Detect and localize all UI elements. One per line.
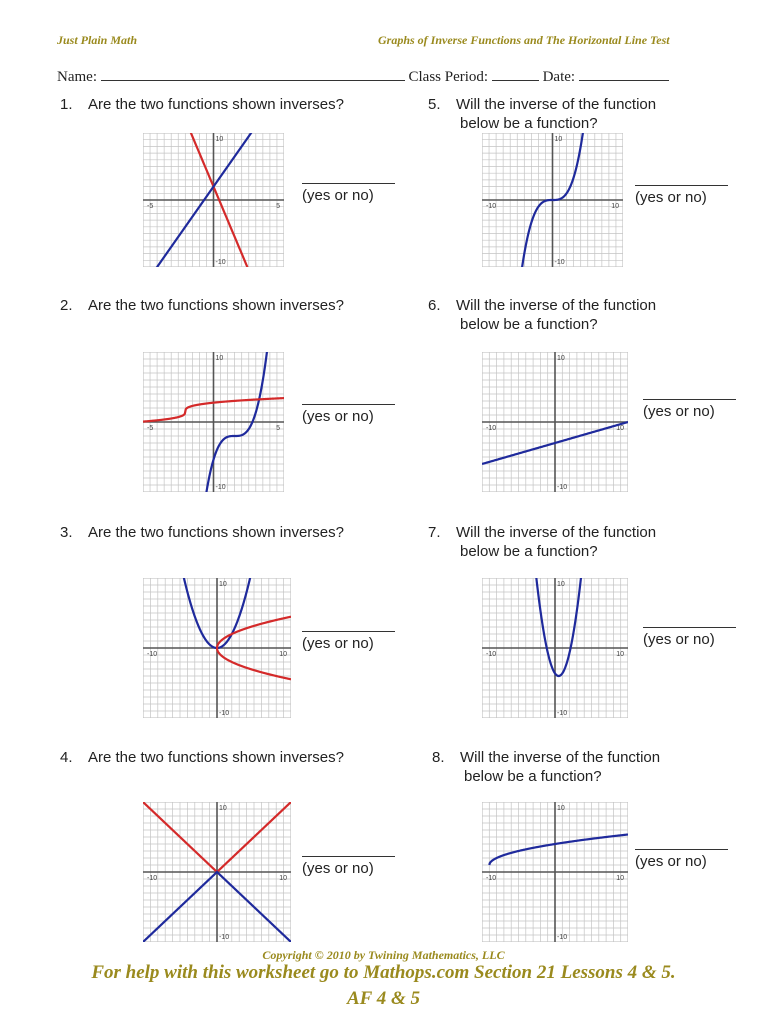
question-text: Will the inverse of the function — [460, 749, 661, 766]
y-axis-min-label: -10 — [219, 934, 230, 941]
question-text: Are the two functions shown inverses? — [88, 524, 344, 541]
graph-q7 — [482, 578, 628, 718]
y-axis-min-label: -10 — [215, 259, 226, 266]
x-axis-max-label: 10 — [611, 203, 619, 210]
y-axis-max-label: 10 — [219, 581, 227, 588]
question-text-cont: below be a function? — [460, 115, 598, 132]
graph-q8 — [482, 802, 628, 942]
class-period-field[interactable] — [492, 66, 539, 81]
graph-q4 — [143, 802, 291, 942]
y-axis-max-label: 10 — [557, 805, 565, 812]
x-axis-max-label: 10 — [279, 875, 287, 882]
answer-8[interactable] — [635, 849, 728, 870]
question-text-cont: below be a function? — [460, 543, 598, 560]
answer-hint: (yes or no) — [302, 635, 374, 652]
question-7 — [428, 523, 656, 561]
x-axis-min-label: -10 — [486, 875, 497, 882]
y-axis-max-label: 10 — [215, 136, 224, 143]
date-label: Date: — [542, 69, 576, 85]
graph-q2 — [143, 352, 284, 492]
date-field[interactable] — [579, 66, 669, 81]
question-1 — [60, 95, 344, 114]
answer-6[interactable] — [643, 399, 736, 420]
x-axis-min-label: -5 — [147, 203, 154, 210]
x-axis-max-label: 10 — [616, 875, 624, 882]
class-period-label: Class Period: — [408, 69, 489, 85]
help-text: For help with this worksheet go to Mathops.com Section 21 Lessons 4 & 5. — [91, 962, 676, 983]
question-number: 2. — [60, 297, 73, 314]
x-axis-min-label: -10 — [486, 651, 497, 658]
question-text: Are the two functions shown inverses? — [88, 749, 344, 766]
x-axis-max-label: 5 — [276, 203, 280, 210]
y-axis-max-label: 10 — [557, 355, 565, 362]
question-number: 5. — [428, 96, 441, 113]
answer-hint: (yes or no) — [302, 187, 374, 204]
answer-7[interactable] — [643, 627, 736, 648]
standard-code: AF 4 & 5 — [346, 988, 421, 1009]
y-axis-min-label: -10 — [554, 259, 565, 266]
question-text-cont: below be a function? — [464, 768, 602, 785]
question-text: Are the two functions shown inverses? — [88, 297, 344, 314]
y-axis-min-label: -10 — [557, 710, 568, 717]
question-6 — [428, 296, 656, 334]
question-text: Will the inverse of the function — [456, 297, 657, 314]
x-axis-min-label: -10 — [486, 425, 497, 432]
graph-q3 — [143, 578, 291, 718]
answer-hint: (yes or no) — [643, 631, 715, 648]
answer-2[interactable] — [302, 404, 395, 425]
question-number: 3. — [60, 524, 73, 541]
x-axis-min-label: -10 — [486, 203, 497, 210]
answer-4[interactable] — [302, 856, 395, 877]
copyright: Copyright © 2010 by Twining Mathematics, LLC — [262, 948, 505, 962]
question-3 — [60, 523, 344, 542]
y-axis-max-label: 10 — [554, 136, 563, 143]
question-number: 1. — [60, 96, 73, 113]
header-title: Graphs of Inverse Functions and The Horizontal Line Test — [378, 33, 670, 47]
y-axis-min-label: -10 — [557, 484, 568, 491]
graph-q6 — [482, 352, 628, 492]
answer-hint: (yes or no) — [643, 403, 715, 420]
x-axis-max-label: 5 — [276, 425, 280, 432]
question-text: Will the inverse of the function — [456, 524, 657, 541]
name-label: Name: — [57, 69, 97, 85]
question-number: 4. — [60, 749, 73, 766]
x-axis-min-label: -10 — [147, 875, 158, 882]
x-axis-min-label: -5 — [147, 425, 154, 432]
answer-hint: (yes or no) — [302, 860, 374, 877]
answer-hint: (yes or no) — [302, 408, 374, 425]
x-axis-max-label: 10 — [616, 651, 624, 658]
answer-3[interactable] — [302, 631, 395, 652]
student-info-line — [57, 66, 669, 86]
answer-5[interactable] — [635, 185, 728, 206]
x-axis-max-label: 10 — [616, 425, 624, 432]
question-text-cont: below be a function? — [460, 316, 598, 333]
y-axis-min-label: -10 — [557, 934, 568, 941]
name-field[interactable] — [101, 66, 405, 81]
question-text: Are the two functions shown inverses? — [88, 96, 344, 113]
answer-hint: (yes or no) — [635, 189, 707, 206]
graph-q1 — [143, 133, 284, 267]
header-brand: Just Plain Math — [57, 33, 138, 47]
question-number: 6. — [428, 297, 441, 314]
x-axis-max-label: 10 — [279, 651, 287, 658]
x-axis-min-label: -10 — [147, 651, 158, 658]
question-4 — [60, 748, 344, 767]
answer-1[interactable] — [302, 183, 395, 204]
y-axis-min-label: -10 — [215, 484, 226, 491]
answer-hint: (yes or no) — [635, 853, 707, 870]
y-axis-max-label: 10 — [215, 355, 224, 362]
graph-q5 — [482, 133, 623, 267]
y-axis-max-label: 10 — [557, 581, 565, 588]
y-axis-max-label: 10 — [219, 805, 227, 812]
question-8 — [432, 748, 660, 786]
question-number: 7. — [428, 524, 441, 541]
question-text: Will the inverse of the function — [456, 96, 657, 113]
question-2 — [60, 296, 344, 315]
y-axis-min-label: -10 — [219, 710, 230, 717]
question-5 — [428, 95, 656, 133]
question-number: 8. — [432, 749, 445, 766]
